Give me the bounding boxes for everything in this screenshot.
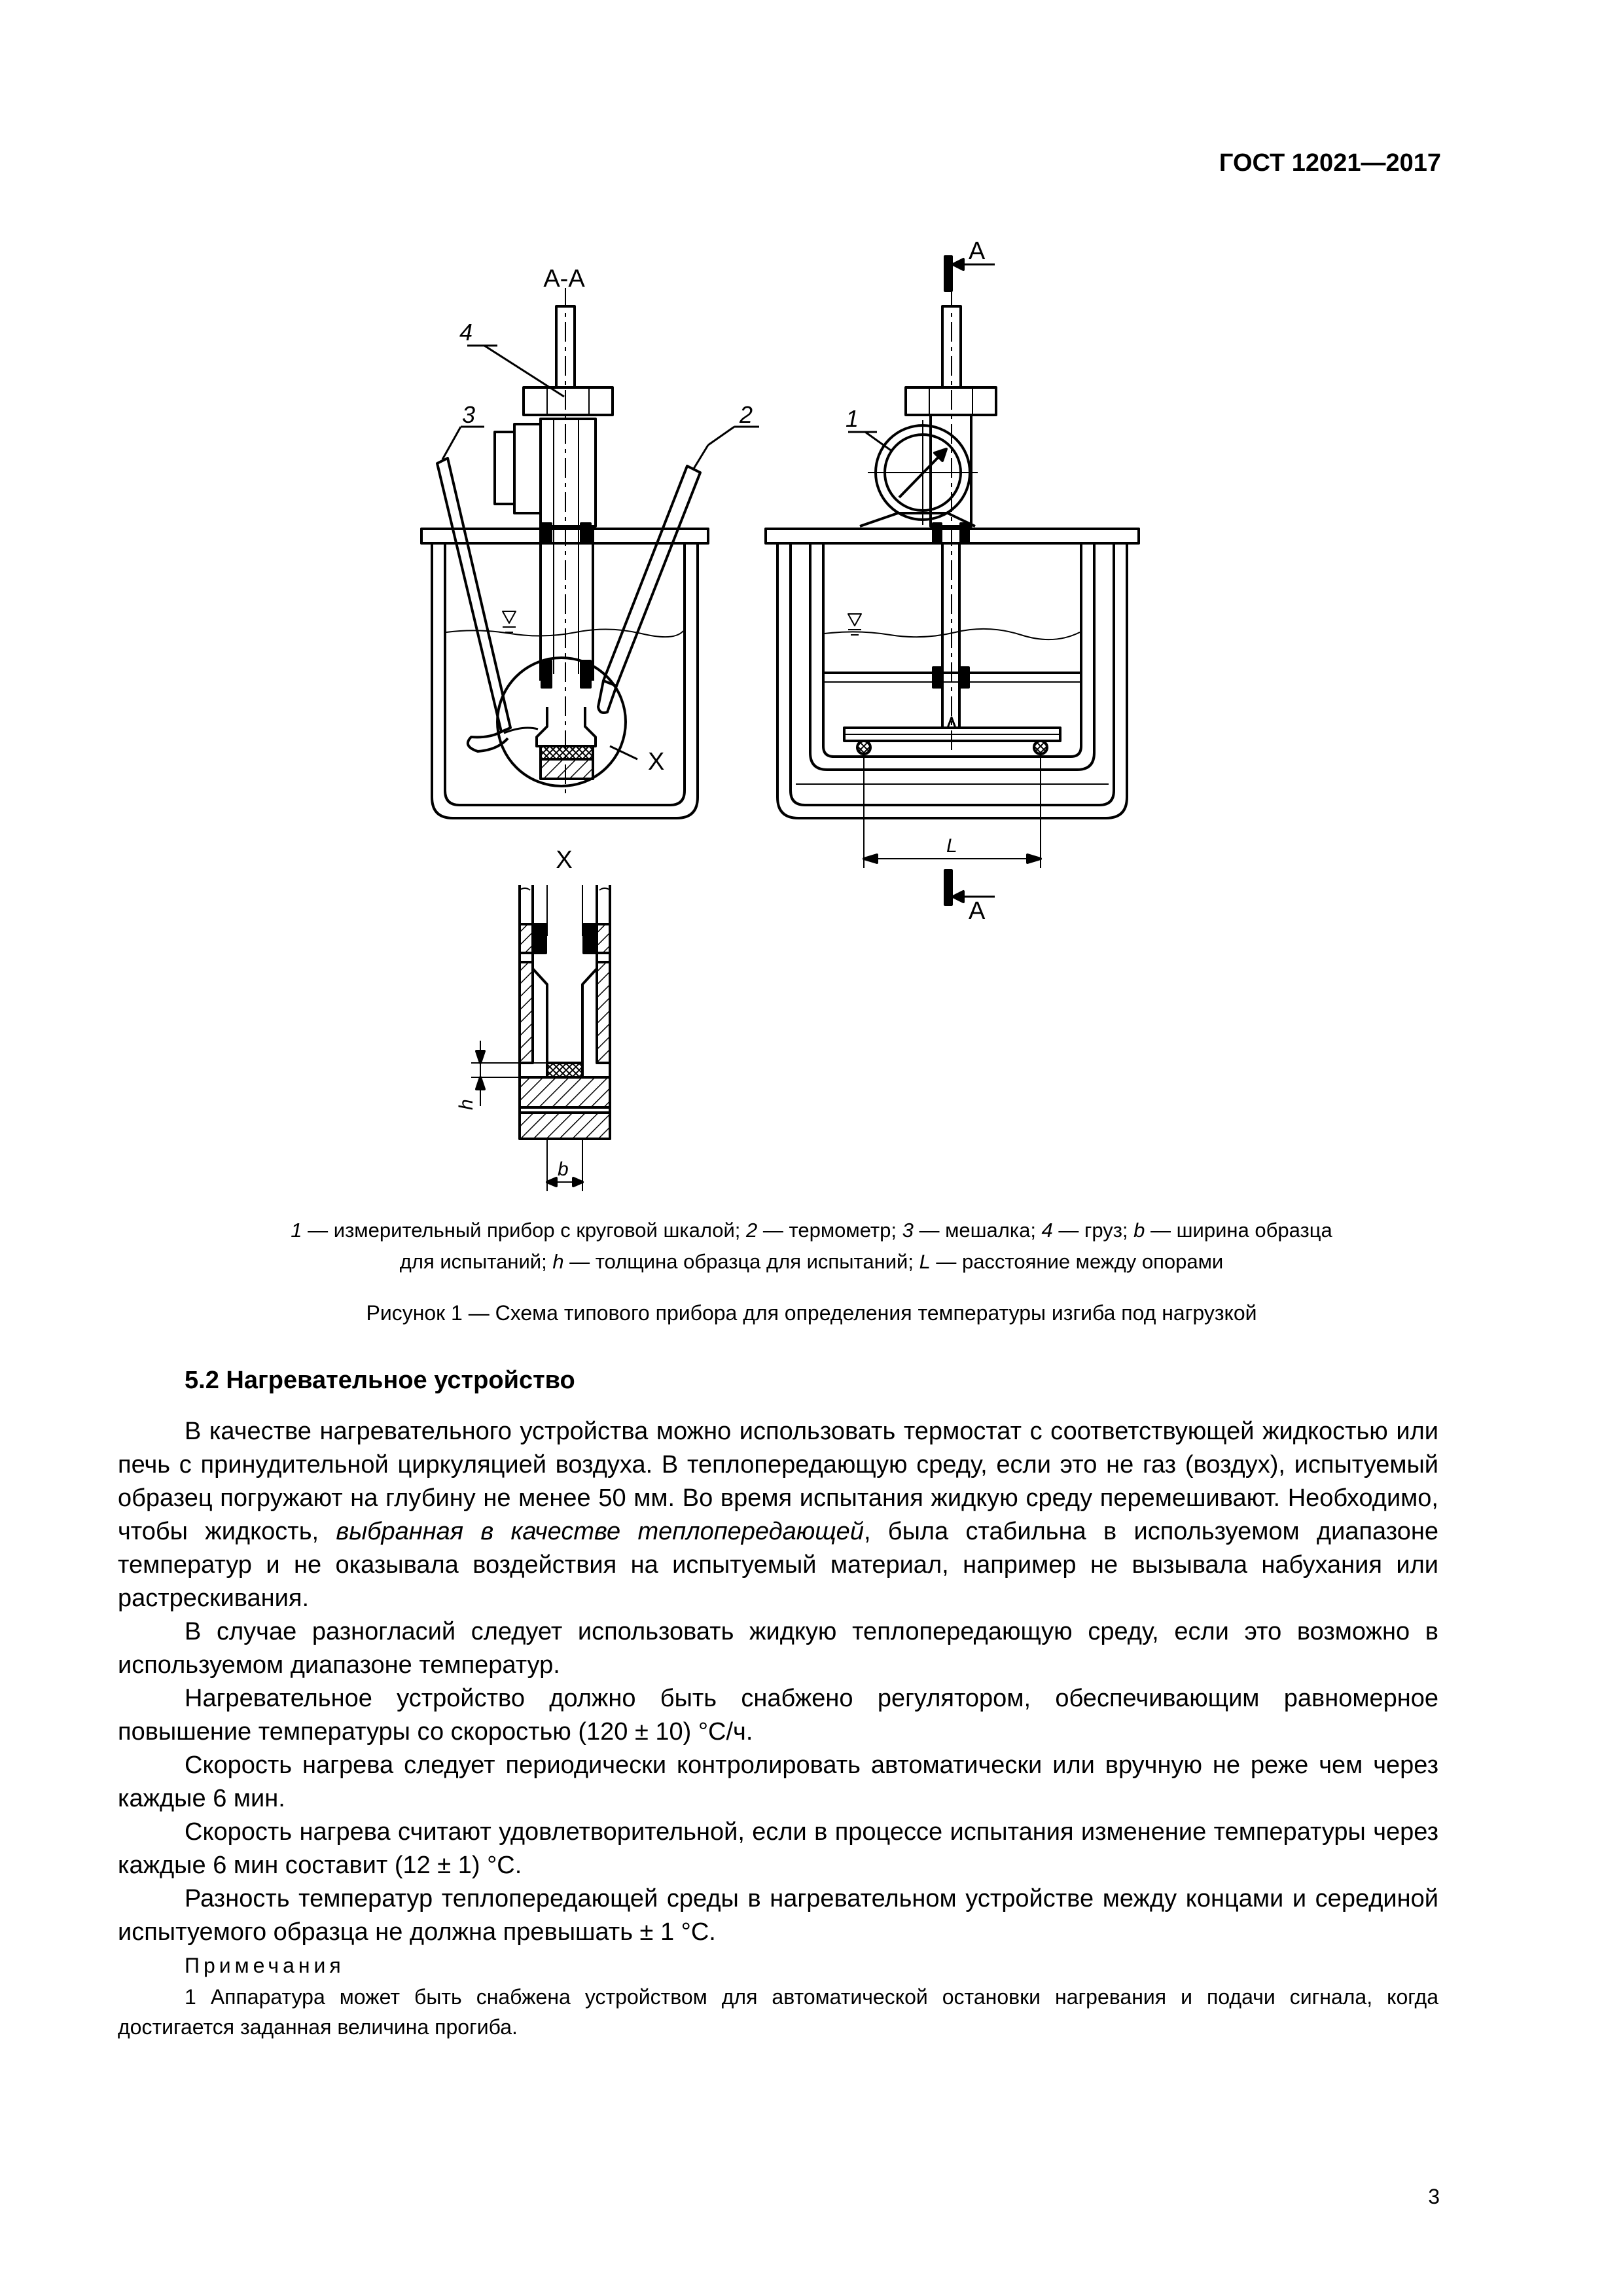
callout-1: 1 — [846, 405, 859, 432]
callout-3: 3 — [462, 401, 476, 428]
paragraph-3: Нагревательное устройство должно быть снабжено регулятором, обеспечивающим равномерное повышение температуры со скоростью (120 ± 10) °С/ч. — [118, 1685, 1438, 1746]
figure-caption: Рисунок 1 — Схема типового прибора для определения температуры изгиба под нагрузкой — [366, 1301, 1257, 1325]
paragraph-1: В качестве нагревательного устройства можно использовать термостат с соответствующей жидкостью или печь с принудительной циркуляцией воздуха. В теплопередающую среду, если это не газ (воздух), испытуемый образец погружают на глубину не менее 50 мм. Во время испытания жидкую среду перемешивают. Необходимо, чтобы жидкость, выбранная в качестве теплопередающей, была стабильна в используемом диапазоне температур и не оказывала воздействия на испытуемый материал, например не вызывала набухания или растрескивания. — [118, 1418, 1438, 1612]
page-number: 3 — [1428, 2185, 1440, 2208]
paragraph-5: Скорость нагрева считают удовлетворительной, если в процессе испытания изменение температуры через каждые 6 мин составит (12 ± 1) °С. — [118, 1818, 1438, 1879]
callout-4: 4 — [459, 319, 473, 346]
callout-2: 2 — [740, 401, 753, 428]
paragraph-6: Разность температур теплопередающей среды в нагревательном устройстве между концами и серединой испытуемого образца не должна превышать ± 1 °С. — [118, 1885, 1438, 1946]
paragraph-2: В случае разногласий следует использовать жидкую теплопередающую среду, если это возможно в используемом диапазоне температур. — [118, 1618, 1438, 1679]
document-code: ГОСТ 12021—2017 — [1219, 149, 1441, 177]
section-body — [118, 1415, 1438, 2042]
section-mark-bottom: А — [969, 897, 986, 925]
figure-legend-line-2: для испытаний; h — толщина образца для испытаний; L — расстояние между опорами — [399, 1250, 1224, 1273]
detail-x-title: Х — [556, 846, 573, 874]
section-heading: 5.2 Нагревательное устройство — [185, 1367, 575, 1394]
dimension-h: h — [455, 1099, 477, 1110]
dimension-l: L — [946, 835, 957, 857]
section-mark-top: А — [969, 238, 986, 265]
section-label: А-А — [543, 265, 585, 293]
paragraph-4: Скорость нагрева следует периодически контролировать автоматически или вручную не реже чем через каждые 6 мин. — [118, 1751, 1438, 1812]
note-1: 1 Аппаратура может быть снабжена устройством для автоматической остановки нагревания и подачи сигнала, когда достигается заданная величина прогиба. — [118, 1985, 1438, 2039]
notes-heading: Примечания — [185, 1954, 345, 1977]
detail-x-label: Х — [648, 748, 665, 776]
figure-legend-line-1: 1 — измерительный прибор с круговой шкалой; 2 — термометр; 3 — мешалка; 4 — груз; b — ширина образца — [291, 1219, 1332, 1242]
dimension-b: b — [558, 1158, 569, 1180]
